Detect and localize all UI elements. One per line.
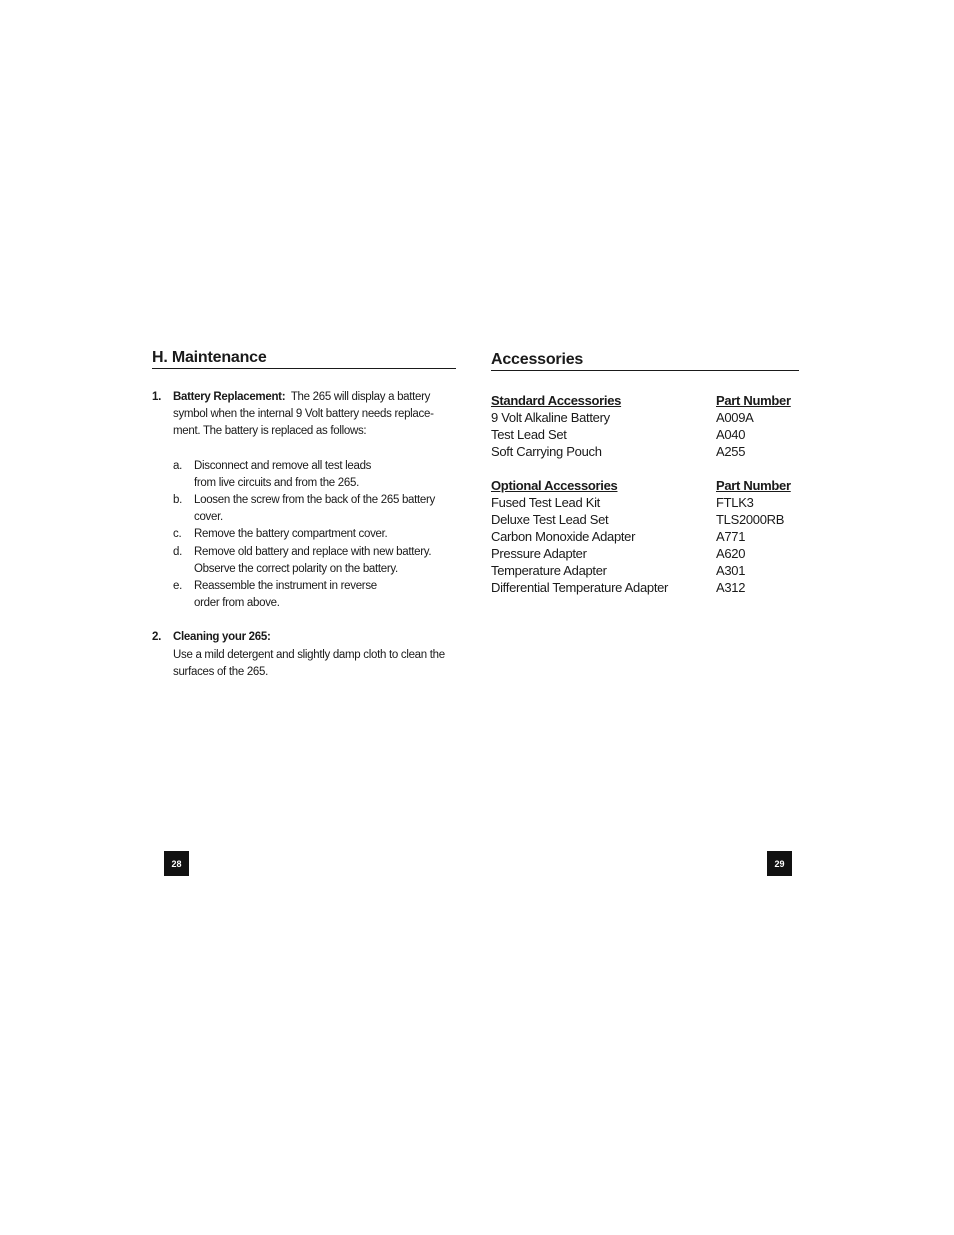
part-number: FTLK3: [716, 495, 754, 510]
page-number-right: 29: [767, 851, 792, 876]
table-row: [491, 545, 799, 562]
optional-header-row: [491, 477, 799, 494]
table-row: [491, 579, 799, 596]
substep: [173, 458, 456, 492]
left-page: [152, 348, 456, 681]
substep-line: cover.: [194, 511, 223, 524]
substep: [173, 526, 456, 543]
part-number-header: Part Number: [716, 393, 791, 408]
substep-line: Reassemble the instrument in reverse: [194, 580, 377, 593]
substep-letter: e.: [173, 580, 182, 593]
accessory-name: Soft Carrying Pouch: [491, 444, 602, 459]
accessories-title: Accessories: [491, 350, 799, 371]
part-number-header: Part Number: [716, 478, 791, 493]
step-line: surfaces of the 265.: [173, 665, 269, 678]
table-row: [491, 443, 799, 460]
page-number-left: 28: [164, 851, 189, 876]
step-intro-line: symbol when the internal 9 Volt battery needs replace-: [173, 408, 434, 421]
part-number: A301: [716, 563, 746, 578]
step-number: 2.: [152, 631, 161, 644]
part-number: A040: [716, 427, 746, 442]
substep-letter: b.: [173, 494, 182, 507]
part-number: A312: [716, 580, 746, 595]
table-row: [491, 494, 799, 511]
substep: [173, 544, 456, 578]
substep-line: from live circuits and from the 265.: [194, 476, 359, 489]
accessory-name: Differential Temperature Adapter: [491, 580, 669, 595]
right-page: [491, 350, 799, 596]
part-number: A620: [716, 546, 746, 561]
standard-header-row: [491, 392, 799, 409]
accessory-name: Test Lead Set: [491, 427, 567, 442]
part-number: A255: [716, 444, 746, 459]
battery-substeps: [173, 458, 456, 613]
maintenance-title: H. Maintenance: [152, 348, 456, 369]
accessory-name: Fused Test Lead Kit: [491, 495, 600, 510]
substep-line: Remove the battery compartment cover.: [194, 528, 388, 541]
accessory-name: Temperature Adapter: [491, 563, 607, 578]
step-intro-line: The 265 will display a battery: [285, 391, 431, 403]
substep-line: Disconnect and remove all test leads: [194, 459, 372, 472]
substep-line: Observe the correct polarity on the battery.: [194, 562, 398, 575]
accessories-table: [491, 392, 799, 596]
cleaning-step: [152, 629, 456, 681]
substep: [173, 492, 456, 526]
substep-line: Loosen the screw from the back of the 265 battery: [194, 494, 436, 507]
step-line: Use a mild detergent and slightly damp cloth to clean the: [173, 648, 445, 661]
substep-line: Remove old battery and replace with new battery.: [194, 545, 432, 558]
step-title: Cleaning your 265:: [173, 631, 271, 644]
table-spacer: [491, 460, 799, 477]
substep: [173, 578, 456, 612]
step-title: Battery Replacement:: [173, 391, 286, 403]
table-row: [491, 426, 799, 443]
table-row: [491, 511, 799, 528]
table-row: [491, 562, 799, 579]
part-number: A771: [716, 529, 746, 544]
optional-accessories-header: Optional Accessories: [491, 478, 618, 493]
table-row: [491, 528, 799, 545]
substep-letter: c.: [173, 528, 182, 541]
accessory-name: Pressure Adapter: [491, 546, 587, 561]
accessory-name: Carbon Monoxide Adapter: [491, 529, 636, 544]
substep-line: order from above.: [194, 597, 280, 610]
standard-accessories-header: Standard Accessories: [491, 393, 622, 408]
step-intro-line: ment. The battery is replaced as follows:: [173, 425, 367, 438]
part-number: A009A: [716, 410, 754, 425]
part-number: TLS2000RB: [716, 512, 785, 527]
accessory-name: Deluxe Test Lead Set: [491, 512, 609, 527]
step-intro: [173, 389, 456, 441]
step-number: 1.: [152, 391, 161, 403]
substep-letter: d.: [173, 545, 182, 558]
accessory-name: 9 Volt Alkaline Battery: [491, 410, 610, 425]
substep-letter: a.: [173, 459, 182, 472]
battery-replacement-step: [152, 389, 456, 612]
table-row: [491, 409, 799, 426]
